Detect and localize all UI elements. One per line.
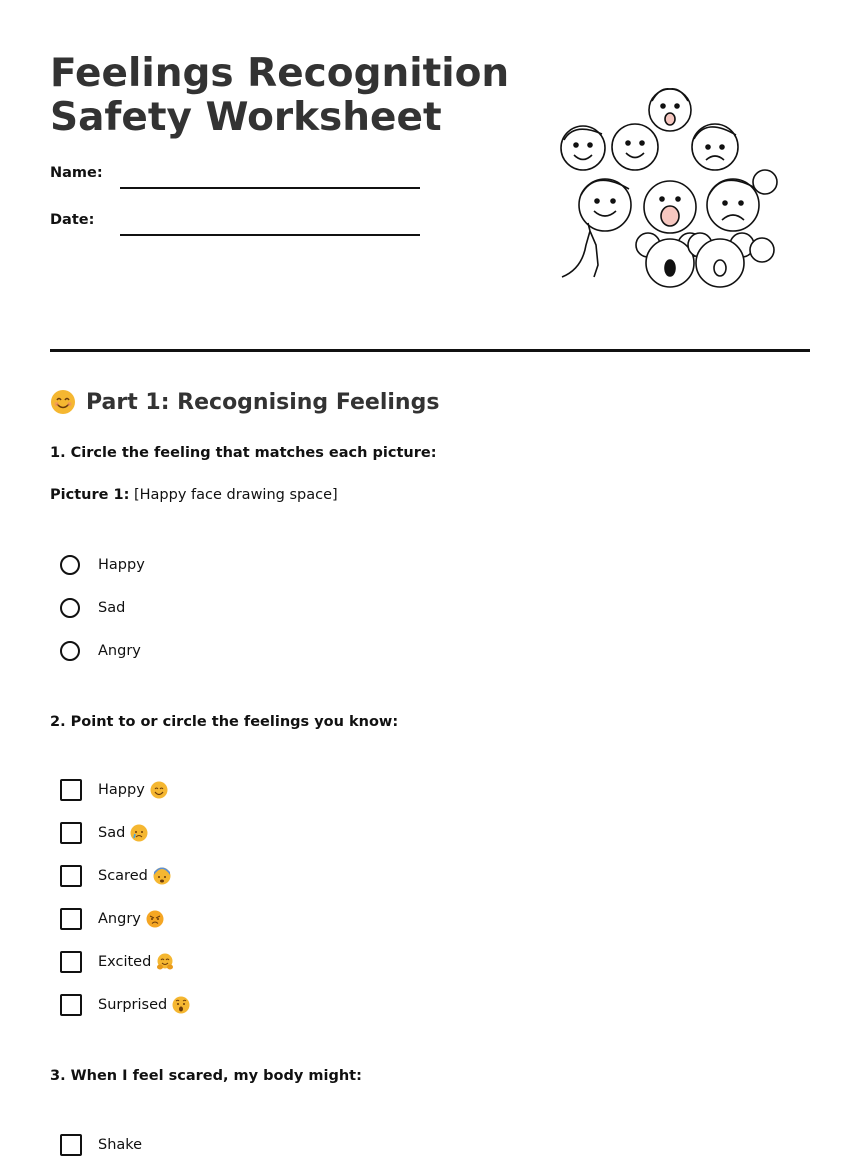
radio-option[interactable]: Angry (60, 641, 141, 661)
checkbox-option[interactable]: Happy (60, 779, 168, 801)
crying-emoji-icon (130, 824, 148, 842)
smiling-emoji-icon (50, 389, 76, 415)
question1-prompt: 1. Circle the feeling that matches each picture: (50, 445, 437, 461)
checkbox[interactable] (60, 994, 82, 1016)
worksheet-title: Feelings Recognition Safety Worksheet (50, 51, 510, 140)
name-line[interactable] (120, 187, 420, 189)
checkbox[interactable] (60, 951, 82, 973)
checkbox-option[interactable]: Scared (60, 865, 171, 887)
question2-prompt: 2. Point to or circle the feelings you know: (50, 714, 399, 730)
hugging-emoji-icon (156, 953, 174, 971)
radio-option[interactable]: Sad (60, 598, 125, 618)
radio-circle[interactable] (60, 598, 80, 618)
radio-circle[interactable] (60, 641, 80, 661)
angry-emoji-icon (146, 910, 164, 928)
picture1-caption: Picture 1: [Happy face drawing space] (50, 487, 338, 503)
date-label: Date: (50, 212, 95, 228)
checkbox-option[interactable]: Sad (60, 822, 148, 844)
checkbox[interactable] (60, 1134, 82, 1156)
checkbox[interactable] (60, 908, 82, 930)
name-label: Name: (50, 165, 103, 181)
faces-illustration-icon (550, 85, 790, 290)
question3-prompt: 3. When I feel scared, my body might: (50, 1068, 362, 1084)
radio-circle[interactable] (60, 555, 80, 575)
smiling-emoji-icon (150, 781, 168, 799)
section1-heading: Part 1: Recognising Feelings (50, 389, 439, 415)
fearful-emoji-icon (153, 867, 171, 885)
checkbox[interactable] (60, 822, 82, 844)
date-line[interactable] (120, 234, 420, 236)
checkbox-option[interactable]: Surprised (60, 994, 190, 1016)
radio-option[interactable]: Happy (60, 555, 145, 575)
section-divider (50, 349, 810, 352)
surprised-emoji-icon (172, 996, 190, 1014)
checkbox[interactable] (60, 865, 82, 887)
checkbox-option[interactable]: Angry (60, 908, 164, 930)
checkbox-option[interactable]: Excited (60, 951, 174, 973)
checkbox-option[interactable]: Shake (60, 1134, 142, 1156)
checkbox[interactable] (60, 779, 82, 801)
